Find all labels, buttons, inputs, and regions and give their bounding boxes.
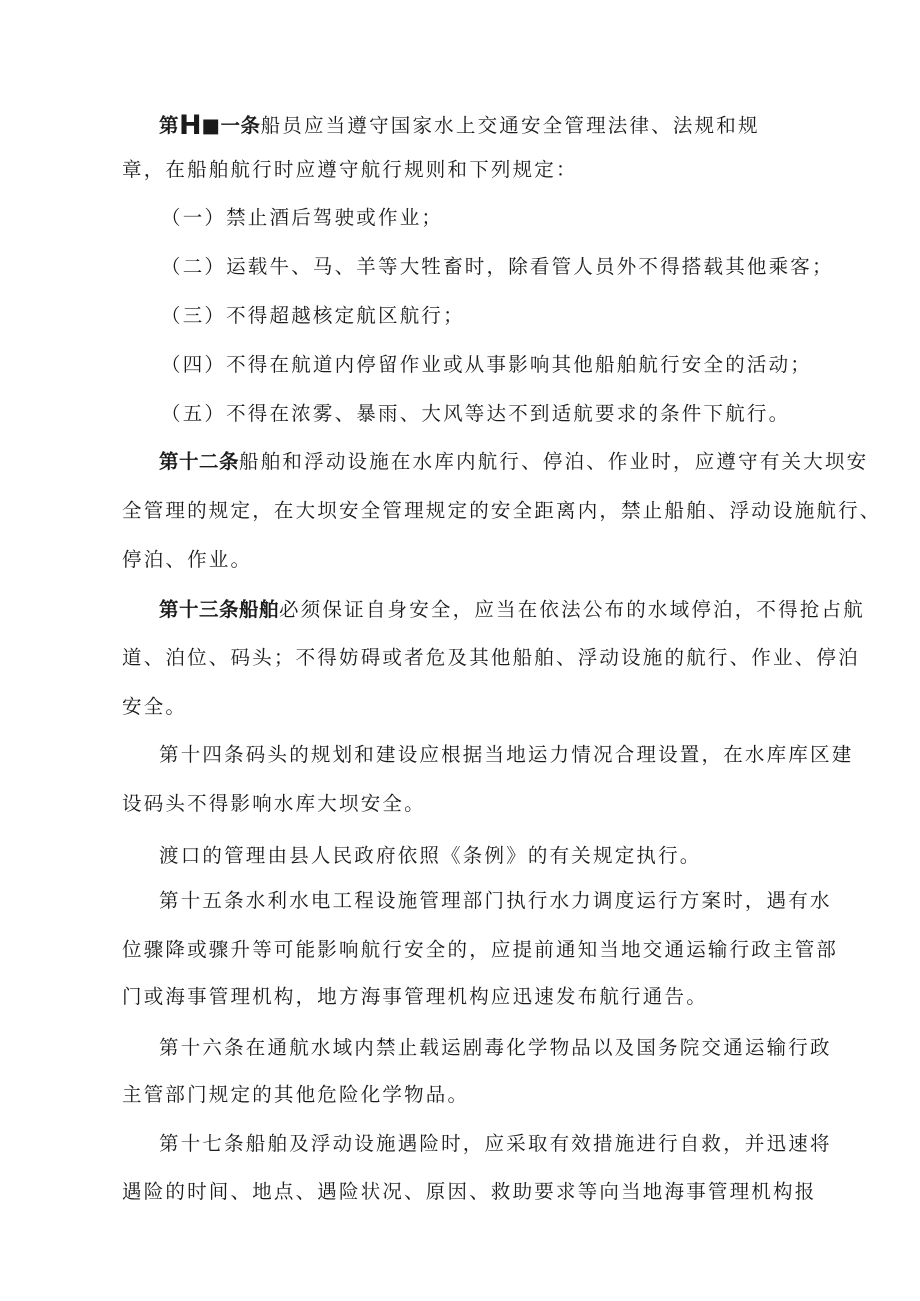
article-16-line-1: 第十六条在通航水域内禁止载运剧毒化学物品以及国务院交通运输行政 <box>159 1036 832 1059</box>
article-11-line-1 <box>159 112 760 139</box>
article-11-item-5: （五）不得在浓雾、暴雨、大风等达不到适航要求的条件下航行。 <box>161 402 791 425</box>
article-11-heading-c: ■一条 <box>201 114 261 137</box>
article-13-heading: 第十三条船舶 <box>159 598 280 621</box>
article-12-heading: 第十二条 <box>159 450 240 473</box>
article-11-text: 船员应当遵守国家水上交通安全管理法律、法规和规 <box>260 114 760 137</box>
article-11-item-3: （三）不得超越核定航区航行； <box>161 304 465 327</box>
article-14-line-1: 第十四条码头的规划和建设应根据当地运力情况合理设置，在水库库区建 <box>159 743 854 766</box>
article-14-line-3: 渡口的管理由县人民政府依照《条例》的有关规定执行。 <box>159 844 702 867</box>
article-15-line-3: 门或海事管理机构，地方海事管理机构应迅速发布航行通告。 <box>122 985 708 1008</box>
article-13-line-2: 道、泊位、码头；不得妨碍或者危及其他船舶、浮动设施的航行、作业、停泊 <box>122 646 860 669</box>
article-13-text: 必须保证自身安全，应当在依法公布的水域停泊，不得抢占航 <box>279 598 865 621</box>
article-12-line-1 <box>159 452 868 472</box>
article-12-line-3: 停泊、作业。 <box>122 548 253 571</box>
article-11-heading-b: H <box>179 110 202 141</box>
article-11-item-4: （四）不得在航道内停留作业或从事影响其他船舶航行安全的活动； <box>161 353 813 376</box>
article-17-line-1: 第十七条船舶及浮动设施遇险时，应采取有效措施进行自救，并迅速将 <box>159 1132 832 1155</box>
article-13-line-1 <box>159 600 865 620</box>
article-15-line-2: 位骤降或骤升等可能影响航行安全的，应提前通知当地交通运输行政主管部 <box>122 938 839 961</box>
article-12-text: 船舶和浮动设施在水库内航行、停泊、作业时，应遵守有关大坝安 <box>239 450 869 473</box>
article-17-line-2: 遇险的时间、地点、遇险状况、原因、救助要求等向当地海事管理机构报 <box>122 1180 817 1203</box>
article-11-line-2: 章，在船舶航行时应遵守航行规则和下列规定： <box>122 158 578 181</box>
article-11-item-2: （二）运载牛、马、羊等大牲畜时，除看管人员外不得搭载其他乘客； <box>161 255 834 278</box>
article-11-heading-a: 第 <box>159 114 180 137</box>
article-16-line-2: 主管部门规定的其他危险化学物品。 <box>122 1083 470 1106</box>
article-14-line-2: 设码头不得影响水库大坝安全。 <box>122 792 426 815</box>
article-13-line-3: 安全。 <box>122 695 188 718</box>
article-15-line-1: 第十五条水利水电工程设施管理部门执行水力调度运行方案时，遇有水 <box>159 889 832 912</box>
article-11-item-1: （一）禁止酒后驾驶或作业； <box>161 206 444 229</box>
article-12-line-2: 全管理的规定，在大坝安全管理规定的安全距离内，禁止船舶、浮动设施航行、 <box>122 499 882 522</box>
